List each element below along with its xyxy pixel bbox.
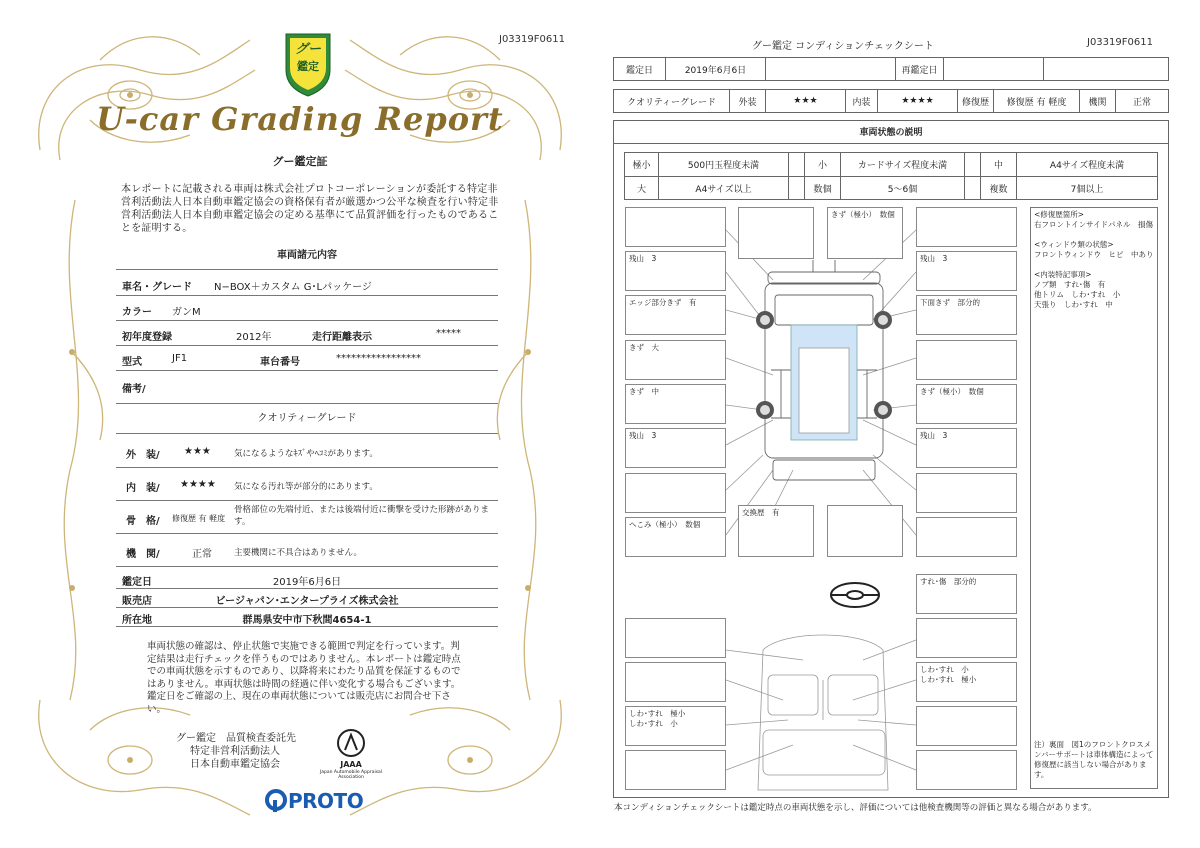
notes-text: <修復歴箇所> 右フロントインサイドパネル 損傷 <ウィンドウ類の状態> フロントウィンドウ ヒビ 中あり <内装特記事項> ノブ類 すれ･傷 有 他トリム しわ･すれ 小 天張り しわ･すれ 中: [1034, 210, 1154, 309]
spec-name-value: N−BOX＋カスタム G･Lパッケージ: [214, 282, 372, 293]
info-date-label: 鑑定日: [122, 577, 152, 588]
grade-int-value: ★★★★: [180, 479, 216, 490]
left-box-6: 残山 3: [625, 428, 726, 468]
legend-r1c1: 極小: [625, 153, 659, 176]
int-right-box-2: しわ･すれ 小 しわ･すれ 極小: [916, 662, 1017, 702]
grade-ext-value: ★★★: [184, 446, 211, 457]
reappraisal-date-value: [944, 58, 1044, 80]
right-box-8: [916, 517, 1017, 557]
right-bottom-note: 本コンディションチェックシートは鑑定時点の車両状態を示し、評価については他検査機関等の評価と異なる場合があります。: [614, 803, 1097, 813]
info-row-address: [116, 608, 498, 627]
sig-line-3: 日本自動車鑑定協会: [190, 759, 280, 770]
logo-text-top: グー: [294, 42, 321, 57]
int-label: 内装: [846, 90, 878, 112]
qg-label: クオリティーグレード: [614, 90, 730, 112]
spec-remarks-label: 備考/: [122, 384, 146, 395]
spec-year-label: 初年度登録: [122, 332, 172, 343]
top-box-left: [738, 207, 814, 259]
left-box-2: 残山 3: [625, 251, 726, 291]
quality-grade-title: クオリティーグレード: [116, 406, 498, 434]
right-box-4: [916, 340, 1017, 380]
spec-mileage-value: *****: [436, 328, 461, 339]
right-box-3: 下面きず 部分的: [916, 295, 1017, 335]
legend-r1c6: A4サイズ程度未満: [1049, 161, 1125, 171]
spec-year-value: 2012年: [236, 332, 272, 343]
left-box-1: [625, 207, 726, 247]
date-row: [613, 57, 1169, 81]
info-shop-value: ビージャパン･エンタープライズ株式会社: [215, 596, 399, 607]
legend-r2c2: A4サイズ以上: [659, 177, 789, 200]
blank-cell-1: [766, 58, 896, 80]
certificate-title: グー鑑定証: [272, 155, 328, 168]
grade-frame-desc: 骨格部位の先端付近、または後端付近に衝撃を受けた形跡があります。: [234, 505, 490, 527]
grade-ext-desc: 気になるようなｷｽﾞやﾍｺﾐがあります。: [234, 449, 378, 459]
grade-int-label: 内 装/: [126, 483, 160, 494]
legend-r2c3: 数個: [805, 177, 841, 200]
info-row-shop: [116, 589, 498, 608]
info-addr-value: 群馬県安中市下秋間4654-1: [242, 615, 372, 626]
spec-mileage-label: 走行距離表示: [312, 332, 372, 343]
size-legend: [624, 152, 1158, 200]
grade-row-exterior: [116, 436, 498, 468]
grade-frame-label: 骨 格/: [126, 516, 160, 527]
engine-label: 機関: [1080, 90, 1116, 112]
jaaa-emblem: [336, 728, 366, 758]
spec-name-label: 車名・グレード: [122, 282, 192, 293]
grade-ext-label: 外 装/: [126, 450, 160, 461]
int-value: ★★★★: [878, 90, 958, 112]
spec-model-value: JF1: [172, 353, 188, 364]
grade-row-interior: [116, 469, 498, 501]
right-doc-number: J03319F0611: [1087, 37, 1153, 48]
ext-value: ★★★: [766, 90, 846, 112]
sig-line-2: 特定非営利活動法人: [190, 746, 280, 757]
right-box-1: [916, 207, 1017, 247]
left-box-7: [625, 473, 726, 513]
int-left-box-4: [625, 750, 726, 790]
info-addr-label: 所在地: [122, 615, 152, 626]
notes-footer: 注）裏面 図1のフロントクロスメンバーサポートは車体構造によって修復歴に該当しない場合があります。: [1034, 740, 1154, 779]
bottom-box-right: [827, 505, 903, 557]
spec-row-color: [116, 297, 498, 321]
left-box-3: エッジ部分きず 有: [625, 295, 726, 335]
state-title: 車両状態の説明: [613, 120, 1169, 144]
quality-row: [613, 89, 1169, 113]
sheet-title: グー鑑定 コンディションチェックシート: [752, 41, 934, 52]
int-right-box-1: [916, 618, 1017, 658]
report-script-title: U-car Grading Report: [96, 100, 504, 138]
legend-r1c3: 小: [805, 153, 841, 176]
spec-section-title: 車両諸元内容: [116, 248, 498, 270]
info-date-value: 2019年6月6日: [272, 577, 342, 588]
ext-label: 外装: [730, 90, 766, 112]
spec-row-model: [116, 347, 498, 371]
right-box-2: 残山 3: [916, 251, 1017, 291]
right-box-7: [916, 473, 1017, 513]
grade-engine-value: 正常: [192, 549, 212, 560]
info-row-date: [116, 570, 498, 589]
blank-cell-2: [1044, 58, 1168, 80]
legend-r1c4: カードサイズ程度未満: [841, 153, 965, 176]
steering-box: すれ･傷 部分的: [916, 574, 1017, 614]
int-left-box-2: [625, 662, 726, 702]
int-right-box-4: [916, 750, 1017, 790]
notes-panel: [1030, 207, 1158, 789]
legend-r2c6: 7個以上: [1070, 185, 1104, 195]
right-box-5: きず（極小） 数個: [916, 384, 1017, 424]
left-box-5: きず 中: [625, 384, 726, 424]
spec-chassis-label: 車台番号: [260, 357, 300, 368]
jaaa-text: JAAA: [340, 760, 362, 769]
spec-row-remarks: [116, 372, 498, 404]
spec-model-label: 型式: [122, 357, 142, 368]
top-box-right: きず（極小） 数個: [827, 207, 903, 259]
grade-engine-label: 機 関/: [126, 549, 160, 560]
int-left-box-1: [625, 618, 726, 658]
engine-value: 正常: [1132, 97, 1151, 108]
logo-text-bottom: 鑑定: [297, 60, 319, 73]
right-box-6: 残山 3: [916, 428, 1017, 468]
left-footer-note: 車両状態の確認は、停止状態で実施できる範囲で判定を行っています。判定結果は走行チェックを伴うものではありません。本レポートは鑑定時点での車両状態を示すものであり、以降将来にわたり品質を保証するものではありません。車両状態は時間の経過に伴い変化する場合もございます。鑑定日をご確認の上、現在の車両状態については販売店にお問合せ下さい。: [147, 641, 461, 715]
int-left-box-3: しわ･すれ 極小 しわ･すれ 小: [625, 706, 726, 746]
grade-engine-desc: 主要機関に不具合はありません。: [234, 548, 363, 558]
certificate-intro: 本レポートに記載される車両は株式会社プロトコーポレーションが委託する特定非営利活動法人日本自動車鑑定協会の資格保有者が厳選かつ公平な検査を行い特定非営利活動法人日本自動車鑑定協会の定める基準にて品質評価を行ったものであることを証明する。: [121, 184, 499, 234]
sig-line-1: グー鑑定 品質検査委託先: [176, 733, 296, 744]
info-shop-label: 販売店: [122, 596, 152, 607]
grade-int-desc: 気になる汚れ等が部分的にあります。: [234, 482, 378, 492]
grade-row-frame: [116, 502, 498, 534]
reappraisal-date-label: 再鑑定日: [896, 58, 944, 80]
repair-label: 修復歴: [958, 90, 994, 112]
grade-row-engine: [116, 535, 498, 567]
appraisal-date-label: 鑑定日: [614, 58, 666, 80]
left-doc-number: J03319F0611: [499, 34, 565, 45]
spec-chassis-value: *****************: [336, 353, 421, 364]
exchange-box: 交換歴 有: [738, 505, 814, 557]
appraisal-date-value: 2019年6月6日: [666, 58, 766, 80]
proto-logo-icon: [264, 788, 288, 812]
left-box-8: へこみ（極小） 数個: [625, 517, 726, 557]
spec-color-label: カラー: [122, 307, 152, 318]
grade-frame-value: 修復歴 有 軽度: [172, 514, 226, 523]
legend-r2c5: 複数: [981, 177, 1017, 200]
left-box-4: きず 大: [625, 340, 726, 380]
spec-row-year: [116, 322, 498, 346]
legend-r1c5: 中: [981, 153, 1017, 176]
int-right-box-3: [916, 706, 1017, 746]
legend-r2c1: 大: [625, 177, 659, 200]
proto-logo-text: PROTO: [288, 789, 364, 813]
spec-color-value: ガンM: [172, 307, 201, 318]
spec-row-name: [116, 272, 498, 296]
legend-r1c2: 500円玉程度未満: [659, 153, 789, 176]
repair-value: 修復歴 有 軽度: [994, 90, 1080, 112]
jaaa-subtext: Japan Automobile Appraisal Association: [319, 770, 383, 780]
legend-r2c4: 5〜6個: [841, 177, 965, 200]
